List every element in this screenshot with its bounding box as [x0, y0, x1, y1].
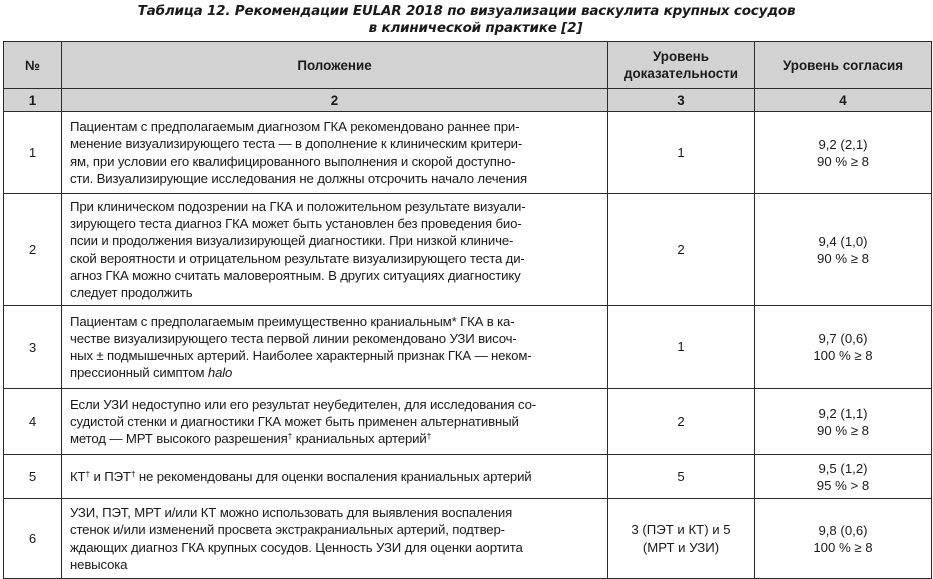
statement-text: краниальных артерий [292, 431, 427, 447]
table-row [4, 194, 932, 306]
statement-text: и ПЭТ [90, 468, 131, 484]
statement-line: ям, при условии его квалифицированного выполнения и скорой доступно- [70, 153, 516, 169]
dagger-footnote: † [85, 468, 91, 479]
statement-line: агноз ГКА можно считать маловероятным. В других ситуациях диагностику [70, 267, 521, 283]
table-caption [0, 3, 933, 37]
evidence-level-text: 2 [677, 241, 685, 257]
header-evidence-line1: Уровень [652, 49, 709, 64]
statement-line: При клиническом подозрении на ГКА и положительном результате визуали- [70, 198, 526, 214]
statement-line: следует продолжить [70, 284, 193, 300]
statement-line: сти. Визуализирующие исследования не должны отсрочить начало лечения [70, 170, 527, 186]
statement-line: Если УЗИ недоступно или его результат неубедителен, для исследования со- [70, 396, 536, 412]
agreement-score: 9,2 (2,1) [818, 136, 868, 152]
agreement-score: 9,2 (1,1) [818, 405, 868, 421]
header-statement: Положение [62, 42, 608, 89]
evidence-level-text: 3 (ПЭТ и КТ) и 5 [631, 521, 731, 537]
column-index-3: 3 [608, 89, 755, 112]
statement-line: зирующего теста диагноз ГКА может быть установлен без проведения био- [70, 216, 522, 232]
row-statement [62, 389, 608, 455]
dagger-footnote: † [287, 431, 293, 442]
statement-text: КТ [70, 468, 86, 484]
row-agreement [755, 306, 932, 389]
evidence-level-text: 5 [677, 468, 685, 484]
statement-line: стенок и/или изменений просвета экстракраниальных артерий, подтвер- [70, 522, 505, 538]
caption-line-2: в клинической практике [2] [368, 20, 583, 36]
row-number: 4 [4, 389, 62, 455]
caption-line-1: Таблица 12. Рекомендации EULAR 2018 по визуализации васкулита крупных сосудов [137, 3, 796, 19]
statement-text: прессионный симптом [70, 365, 208, 381]
row-agreement [755, 112, 932, 194]
agreement-score: 9,7 (0,6) [818, 331, 868, 346]
header-num: № [4, 42, 62, 89]
statement-line [70, 364, 599, 381]
statement-line: менение визуализирующего теста — в дополнение к клиническим критери- [70, 136, 523, 152]
agreement-percent: 95 % > 8 [816, 477, 870, 493]
recommendations-table [3, 41, 932, 579]
agreement-score: 9,8 (0,6) [818, 522, 868, 538]
row-evidence-level [608, 455, 755, 499]
evidence-level-text: (МРТ и УЗИ) [642, 539, 720, 555]
statement-line: УЗИ, ПЭТ, МРТ и/или КТ можно использовать для выявления воспаления [70, 505, 513, 521]
statement-line: невысока [70, 556, 128, 572]
agreement-percent: 100 % ≥ 8 [813, 348, 873, 363]
statement-line [70, 430, 599, 447]
agreement-score: 9,4 (1,0) [818, 233, 868, 249]
statement-line: ждающих диагноз ГКА крупных сосудов. Ценность УЗИ для оценки аортита [70, 539, 523, 555]
row-number: 5 [4, 455, 62, 499]
dagger-footnote: † [426, 431, 432, 442]
statement-text: метод — МРТ высокого разрешения [70, 431, 288, 447]
row-evidence-level [608, 389, 755, 455]
agreement-score: 9,5 (1,2) [818, 460, 868, 476]
agreement-percent: 90 % ≥ 8 [817, 422, 869, 438]
statement-line: ных ± подмышечных артерий. Наиболее характерный признак ГКА — неком- [70, 348, 532, 363]
row-evidence-level [608, 112, 755, 194]
column-index-row [4, 89, 932, 112]
header-agreement: Уровень согласия [755, 42, 932, 89]
row-agreement [755, 389, 932, 455]
row-number: 1 [4, 112, 62, 194]
evidence-level-text: 1 [677, 144, 685, 160]
row-agreement [755, 194, 932, 306]
agreement-percent: 90 % ≥ 8 [817, 153, 869, 169]
agreement-percent: 90 % ≥ 8 [817, 250, 869, 266]
column-index-2: 2 [62, 89, 608, 112]
column-index-1: 1 [4, 89, 62, 112]
dagger-footnote: † [130, 468, 136, 479]
statement-line: судистой стенки и диагностики ГКА может быть применен альтернативный [70, 413, 519, 429]
row-evidence-level [608, 194, 755, 306]
row-statement [62, 306, 608, 389]
row-number: 3 [4, 306, 62, 389]
column-index-4: 4 [755, 89, 932, 112]
evidence-level-text: 1 [677, 339, 685, 354]
table-row [4, 455, 932, 499]
statement-line: честве визуализирующего теста первой линии рекомендовано УЗИ височ- [70, 330, 517, 346]
halo-term: halo [207, 365, 233, 381]
statement-text: не рекомендованы для оценки воспаления краниальных артерий [135, 468, 532, 484]
row-agreement [755, 455, 932, 499]
statement-line [70, 468, 599, 485]
header-evidence-line2: доказательности [624, 66, 738, 81]
row-statement [62, 112, 608, 194]
table-row [4, 112, 932, 194]
row-statement [62, 455, 608, 499]
header-row [4, 42, 932, 89]
statement-line: Пациентам с предполагаемым диагнозом ГКА рекомендовано раннее при- [70, 119, 520, 135]
statement-line: ской вероятности и отрицательном результате визуализирующего теста ди- [70, 250, 525, 266]
row-number: 6 [4, 499, 62, 579]
row-evidence-level [608, 306, 755, 389]
statement-line: псии и продолжения визуализирующей диагностики. При низкой клиниче- [70, 233, 514, 249]
agreement-percent: 100 % ≥ 8 [813, 539, 873, 555]
row-number: 2 [4, 194, 62, 306]
table-row [4, 389, 932, 455]
statement-line: Пациентам с предполагаемым преимущественно краниальным* ГКА в ка- [70, 313, 515, 329]
header-evidence [608, 42, 755, 89]
table-row [4, 306, 932, 389]
evidence-level-text: 2 [677, 413, 685, 429]
row-statement [62, 194, 608, 306]
